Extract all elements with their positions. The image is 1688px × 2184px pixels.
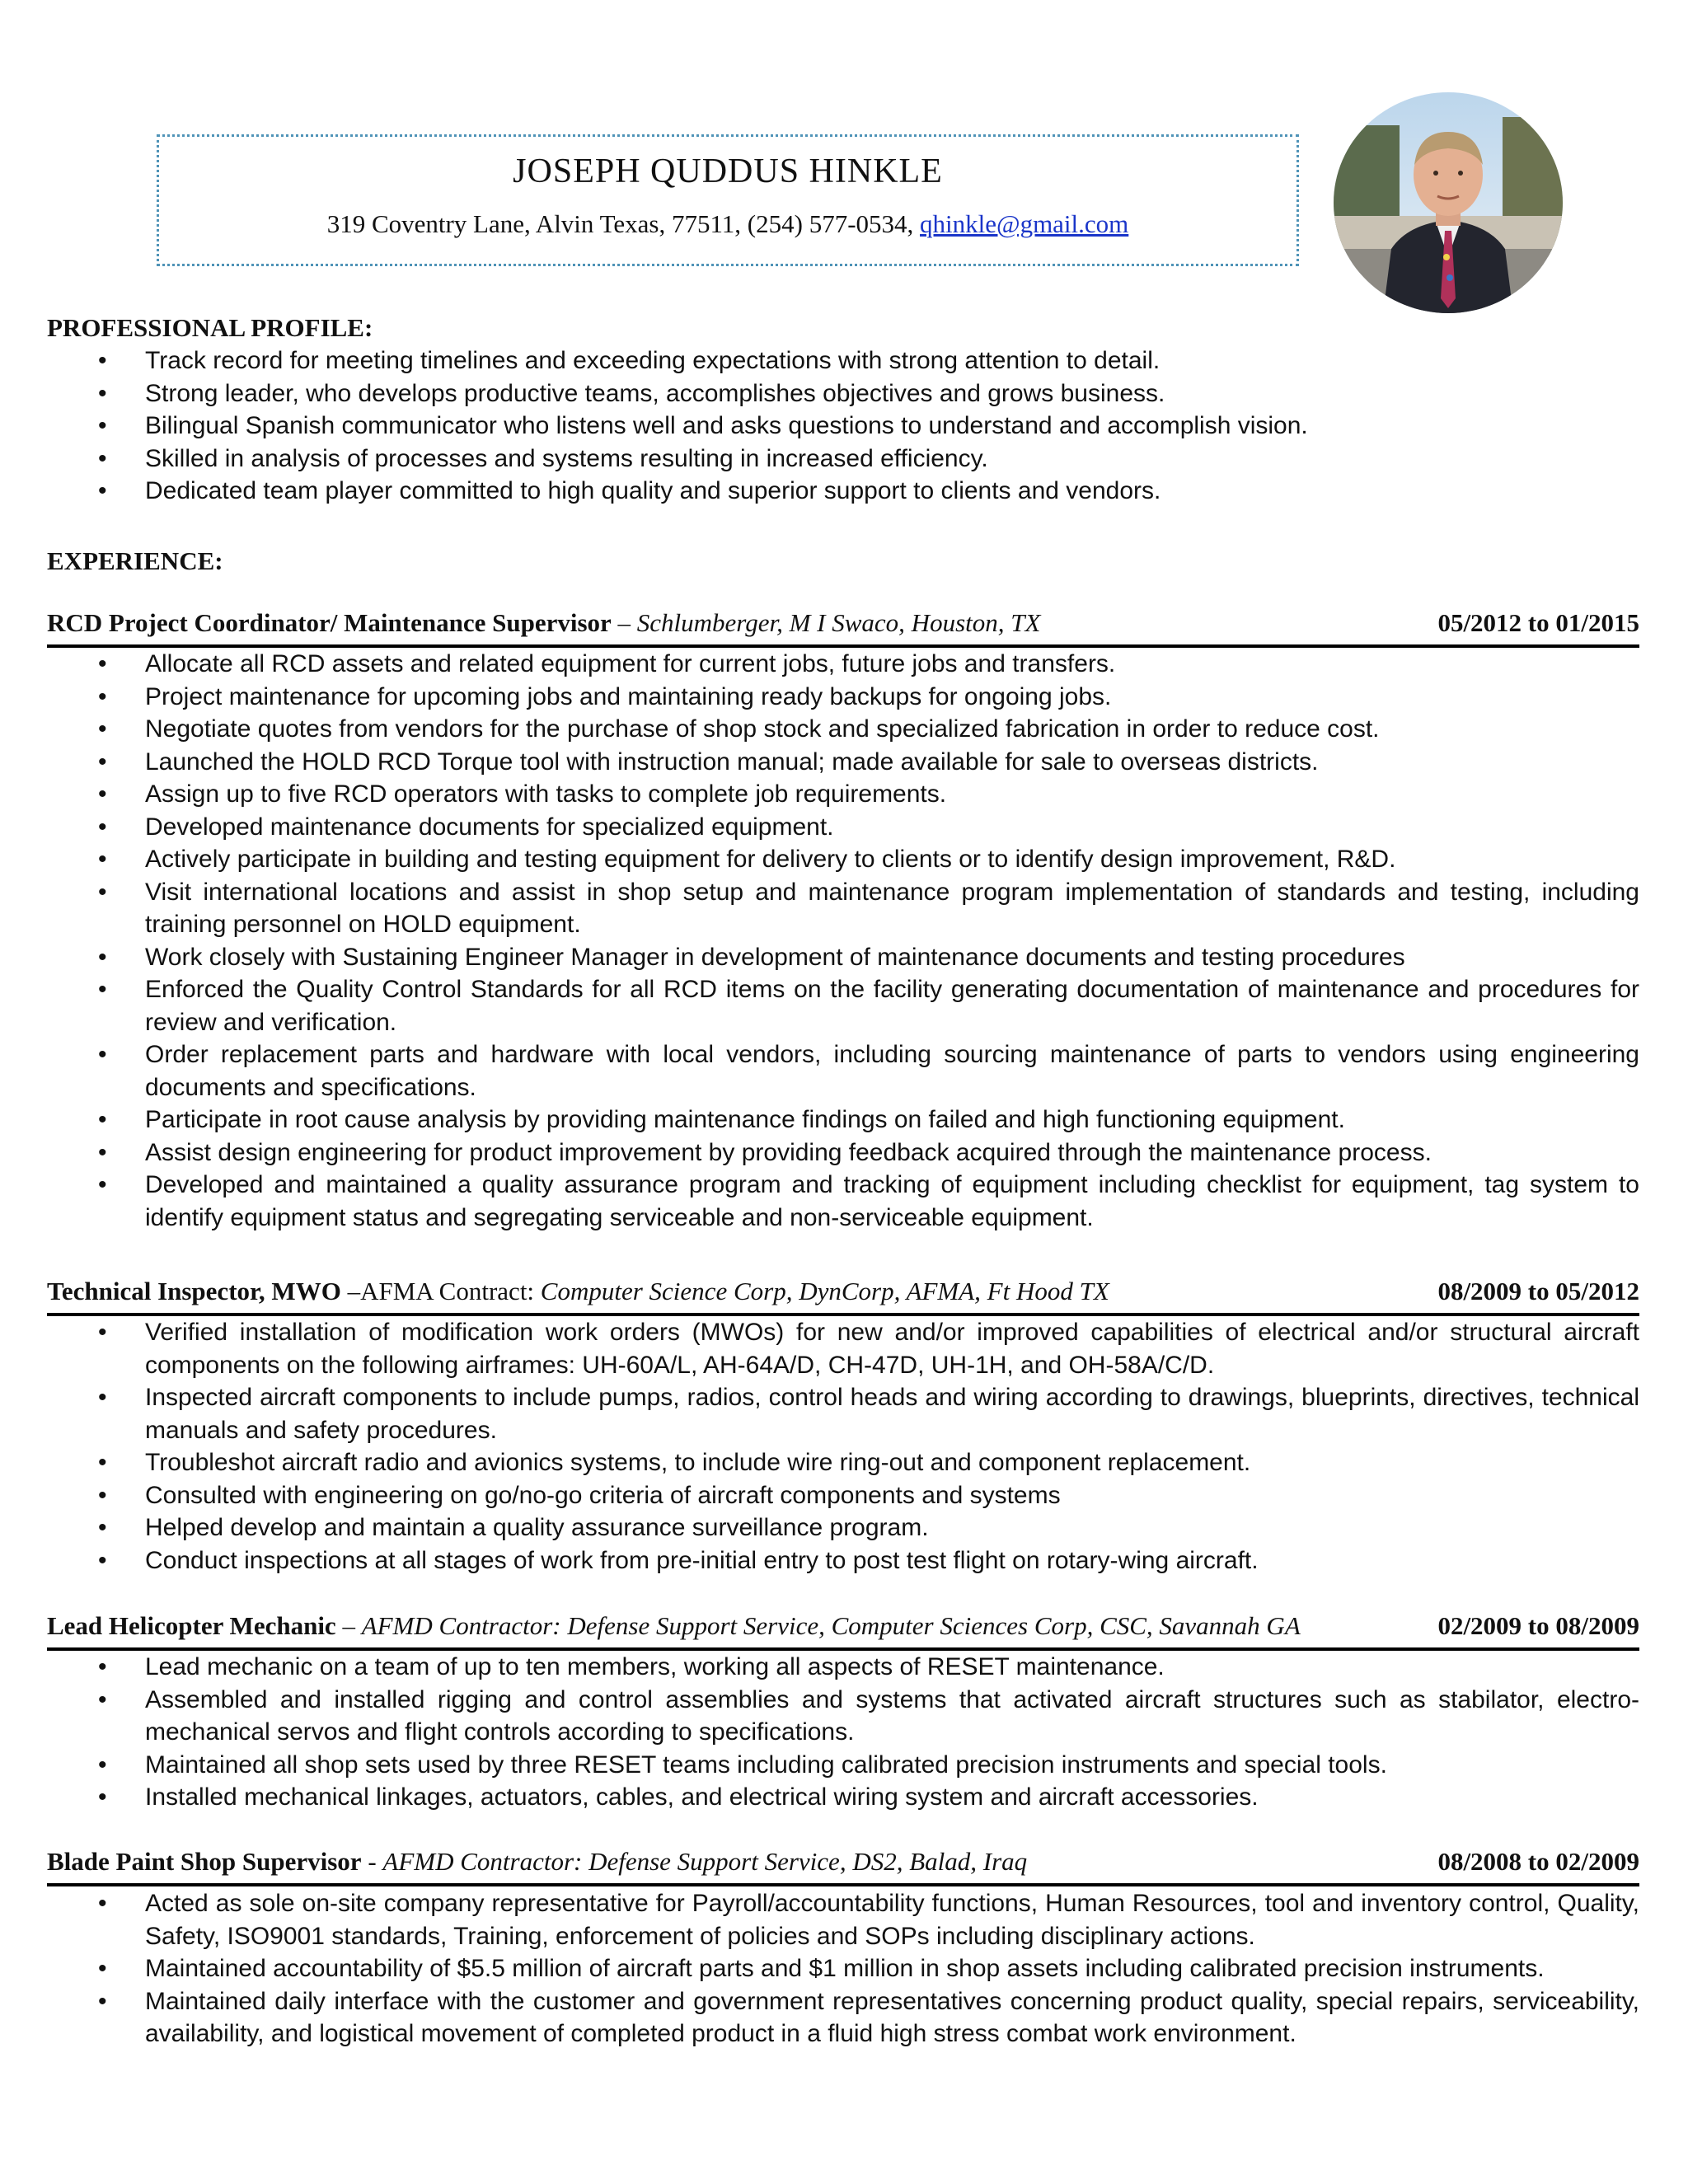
list-item: • Dedicated team player committed to high quality and superior support to clients and vendors. bbox=[47, 475, 1639, 508]
list-item: • Developed and maintained a quality assurance program and tracking of equipment including checklist for equipment, tag system to identify equipment status and segregating serviceable and non-serviceable equipment. bbox=[47, 1169, 1639, 1234]
list-item: • Maintained daily interface with the customer and government representatives concerning product quality, special repairs, serviceability, availability, and logistical movement of completed product in a fluid high stress combat work environment. bbox=[47, 1985, 1639, 2050]
job-company: AFMD Contractor: Defense Support Service, DS2, Balad, Iraq bbox=[382, 1847, 1028, 1876]
job-company: Schlumberger, M I Swaco, Houston, TX bbox=[636, 608, 1041, 637]
list-item: • Helped develop and maintain a quality assurance surveillance program. bbox=[47, 1511, 1639, 1544]
list-item: • Strong leader, who develops productive teams, accomplishes objectives and grows business. bbox=[47, 377, 1639, 410]
job-contract: AFMA Contract: bbox=[360, 1277, 541, 1305]
list-item: • Acted as sole on-site company representative for Payroll/accountability functions, Human Resources, tool and inventory control, Quality, Safety, ISO9001 standards, Training, enforcement of policies and SOPs including disciplinary actions. bbox=[47, 1887, 1639, 1952]
contact-line bbox=[159, 209, 1296, 239]
list-item: • Lead mechanic on a team of up to ten members, working all aspects of RESET maintenance. bbox=[47, 1651, 1639, 1684]
job-separator: - bbox=[361, 1847, 383, 1876]
list-item: • Assign up to five RCD operators with tasks to complete job requirements. bbox=[47, 778, 1639, 811]
list-item: • Maintained all shop sets used by three RESET teams including calibrated precision instruments and special tools. bbox=[47, 1749, 1639, 1782]
job-header bbox=[47, 608, 1639, 648]
job-header bbox=[47, 1611, 1639, 1651]
job-duties-list bbox=[47, 1651, 1639, 1814]
job-title: Technical Inspector, MWO bbox=[47, 1277, 341, 1305]
list-item: • Maintained accountability of $5.5 million of aircraft parts and $1 million in shop assets including calibrated precision instruments. bbox=[47, 1952, 1639, 1985]
list-item: • Inspected aircraft components to include pumps, radios, control heads and wiring according to drawings, blueprints, directives, technical manuals and safety procedures. bbox=[47, 1381, 1639, 1446]
job-title: Blade Paint Shop Supervisor bbox=[47, 1847, 362, 1876]
profile-photo-image bbox=[1334, 92, 1563, 313]
list-item: • Bilingual Spanish communicator who listens well and asks questions to understand and accomplish vision. bbox=[47, 410, 1639, 443]
profile-photo bbox=[1334, 92, 1563, 313]
job-separator: – bbox=[340, 1277, 361, 1305]
list-item: • Order replacement parts and hardware with local vendors, including sourcing maintenance of parts to vendors using engineering documents and specifications. bbox=[47, 1038, 1639, 1104]
job-dates: 08/2009 to 05/2012 bbox=[1437, 1277, 1639, 1305]
list-item: • Actively participate in building and testing equipment for delivery to clients or to identify design improvement, R&D. bbox=[47, 843, 1639, 876]
list-item: • Project maintenance for upcoming jobs and maintaining ready backups for ongoing jobs. bbox=[47, 681, 1639, 714]
list-item: • Troubleshot aircraft radio and avionics systems, to include wire ring-out and component replacement. bbox=[47, 1446, 1639, 1479]
experience-heading: EXPERIENCE: bbox=[47, 546, 223, 575]
list-item: • Developed maintenance documents for specialized equipment. bbox=[47, 811, 1639, 844]
list-item: • Negotiate quotes from vendors for the purchase of shop stock and specialized fabrication in order to reduce cost. bbox=[47, 713, 1639, 746]
email-link[interactable]: qhinkle@gmail.com bbox=[920, 209, 1129, 238]
job-duties-list bbox=[47, 1887, 1639, 2050]
list-item: • Visit international locations and assist in shop setup and maintenance program implementation of standards and testing, including training personnel on HOLD equipment. bbox=[47, 876, 1639, 941]
list-item: • Verified installation of modification work orders (MWOs) for new and/or improved capabilities of electrical and/or structural aircraft components on the following airframes: UH-60A/L, AH-64A/D, CH-47D, UH-1H, and OH-58A/C/D. bbox=[47, 1316, 1639, 1381]
list-item: • Allocate all RCD assets and related equipment for current jobs, future jobs and transfers. bbox=[47, 648, 1639, 681]
job-header bbox=[47, 1277, 1639, 1316]
job-separator: – bbox=[335, 1611, 362, 1640]
profile-list bbox=[47, 344, 1639, 508]
list-item: • Assist design engineering for product improvement by providing feedback acquired through the maintenance process. bbox=[47, 1137, 1639, 1169]
list-item: • Consulted with engineering on go/no-go criteria of aircraft components and systems bbox=[47, 1479, 1639, 1512]
job-dates: 08/2008 to 02/2009 bbox=[1437, 1847, 1639, 1876]
job-duties-list bbox=[47, 648, 1639, 1234]
job-dates: 02/2009 to 08/2009 bbox=[1437, 1611, 1639, 1640]
list-item: • Enforced the Quality Control Standards for all RCD items on the facility generating documentation of maintenance and procedures for review and verification. bbox=[47, 973, 1639, 1038]
list-item: • Work closely with Sustaining Engineer Manager in development of maintenance documents and testing procedures bbox=[47, 941, 1639, 974]
list-item: • Participate in root cause analysis by providing maintenance findings on failed and high functioning equipment. bbox=[47, 1104, 1639, 1137]
job-duties-list bbox=[47, 1316, 1639, 1577]
list-item: • Assembled and installed rigging and control assemblies and systems that activated aircraft structures such as stabilator, electro- mechanical servos and flight controls according to specifications. bbox=[47, 1684, 1639, 1749]
job-company: AFMD Contractor: Defense Support Service, Computer Sciences Corp, CSC, Savannah GA bbox=[361, 1611, 1301, 1640]
job-title: Lead Helicopter Mechanic bbox=[47, 1611, 336, 1640]
header-box bbox=[157, 134, 1299, 266]
job-company: Computer Science Corp, DynCorp, AFMA, Ft Hood TX bbox=[540, 1277, 1109, 1305]
profile-heading: PROFESSIONAL PROFILE: bbox=[47, 313, 373, 342]
list-item: • Skilled in analysis of processes and systems resulting in increased efficiency. bbox=[47, 443, 1639, 476]
job-header bbox=[47, 1847, 1639, 1886]
list-item: • Launched the HOLD RCD Torque tool with instruction manual; made available for sale to overseas districts. bbox=[47, 746, 1639, 779]
contact-address: 319 Coventry Lane, Alvin Texas, 77511, (254) 577-0534, bbox=[326, 209, 914, 238]
list-item: • Track record for meeting timelines and exceeding expectations with strong attention to detail. bbox=[47, 344, 1639, 377]
job-title: RCD Project Coordinator/ Maintenance Supervisor bbox=[47, 608, 612, 637]
job-separator: – bbox=[611, 608, 637, 637]
list-item: • Installed mechanical linkages, actuators, cables, and electrical wiring system and aircraft accessories. bbox=[47, 1781, 1639, 1814]
candidate-name: JOSEPH QUDDUS HINKLE bbox=[513, 152, 943, 190]
job-dates: 05/2012 to 01/2015 bbox=[1437, 608, 1639, 637]
list-item: • Conduct inspections at all stages of work from pre-initial entry to post test flight on rotary-wing aircraft. bbox=[47, 1544, 1639, 1577]
